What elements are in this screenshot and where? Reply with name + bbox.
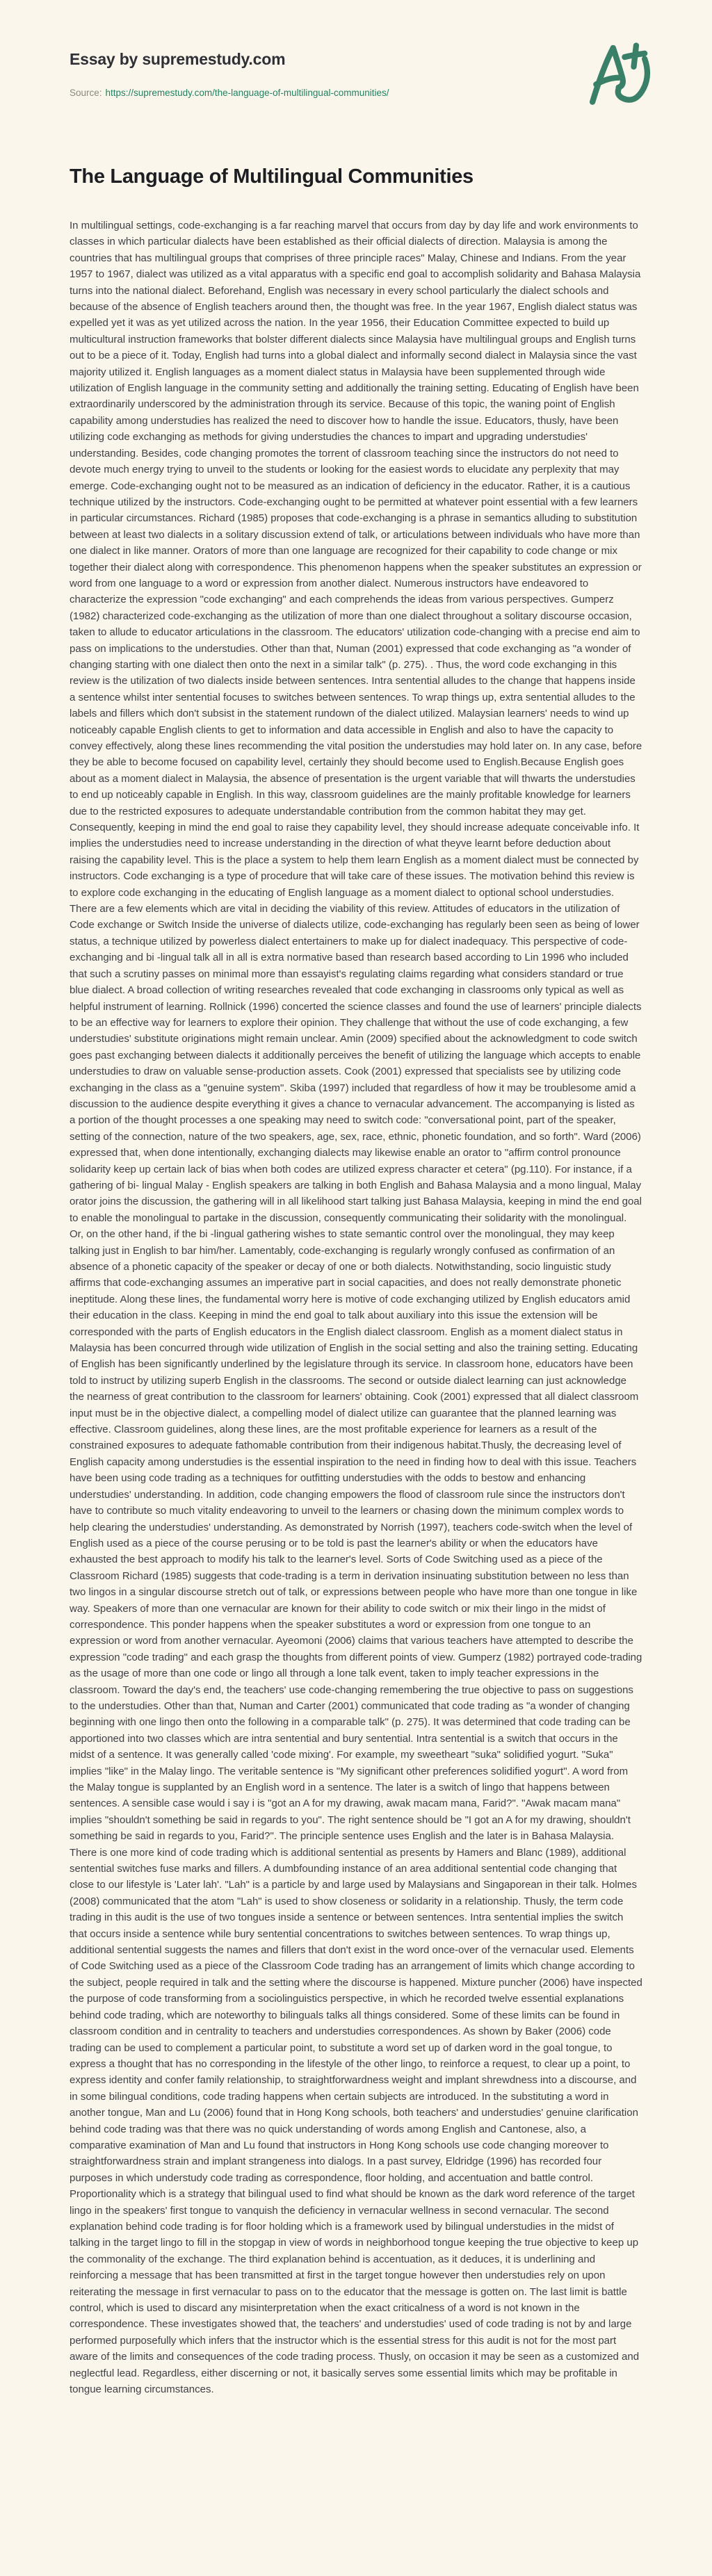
essay-content — [70, 165, 642, 2397]
essay-title: The Language of Multilingual Communities — [70, 165, 474, 188]
essay-byline: Essay by supremestudy.com — [70, 50, 286, 68]
source-link[interactable]: https://supremestudy.com/the-language-of-multilingual-communities/ — [105, 88, 389, 98]
source-row — [70, 88, 642, 98]
a-plus-logo-icon — [588, 38, 655, 115]
source-label: Source: — [70, 88, 102, 98]
page-header — [70, 50, 642, 98]
essay-body: In multilingual settings, code-exchanging is a far reaching marvel that occurs from day by day life and work environments to classes in which particular dialects have been established as their official dialects of direction. Malaysia is among the countries that has multilingual groups that comprises of three principle races" Malay, Chinese and Indians. From the year 1957 to 1967, dialect was utilized as a vital apparatus with a specific end goal to accomplish solidarity and Bahasa Malaysia turns into the national dialect. Beforehand, English was necessary in every school particularly the dialect schools and because of the absence of English teachers around then, the thought was free. In the year 1967, English dialect status was expelled yet it was as yet utilized across the nation. In the year 1956, their Education Committee expected to build up multicultural instruction frameworks that bolster different dialects since Malaysia have multilingual groups and English turns out to be a piece of it. Today, English had turns into a global dialect and informally second dialect in Malaysia since the vast majority utilized it. English languages as a moment dialect status in Malaysia have been supplemented through wide utilization of English language in the community setting and additionally the training setting. Educating of English have been extraordinarily underscored by the administration through its service. Because of this topic, the waning point of English capability among understudies has realized the need to discover how to handle the issue. Educators, thusly, have been utilizing code exchanging as methods for giving understudies the chances to impart and upgrading understudies' understanding. Besides, code changing promotes the torrent of classroom teaching since the instructors do not need to devote much energy trying to unveil to the students or looking for the easiest words to elucidate any perplexity that may emerge. Code-exchanging ought not to be measured as an indication of deficiency in the educator. Rather, it is a cautious technique utilized by the instructors. Code-exchanging ought to be permitted at whatever point essential with a few learners in particular circumstances. Richard (1985) proposes that code-exchanging is a phrase in semantics alluding to substitution between at least two dialects in a solitary discussion extend of talk, or articulations between individuals who have more than one dialect in like manner. Orators of more than one language are recognized for their capability to code change or mix together their dialect along with correspondence. This phenomenon happens when the speaker substitutes an expression or word from one language to a word or expression from another dialect. Numerous instructors have endeavored to characterize the expression "code exchanging" and each comprehends the ideas from various perspectives. Gumperz (1982) characterized code-exchanging as the utilization of more than one dialect throughout a solitary discourse occasion, taken to allude to educator articulations in the classroom. The educators' utilization code-changing with a precise end aim to pass on implications to the understudies. Other than that, Numan (2001) expressed that code exchanging as "a wonder of changing starting with one dialect then onto the next in a similar talk" (p. 275). . Thus, the word code exchanging in this review is the utilization of two dialects inside between sentences. Intra sentential alludes to the change that happens inside a sentence whilst inter sentential focuses to switches between sentences. To wrap things up, extra sentential alludes to the labels and fillers which don't subsist in the statement rundown of the dialect utilized. Malaysian learners' needs to wind up noticeably capable English clients to get to information and data accessible in English and also to have the capacity to convey effectively, along these lines recommending the vital position the understudies may hold later on. In any case, before they be able to become focused on capability level, certainly they should become used to English.Because English goes about as a moment dialect in Malaysia, the absence of presentation is the urgent variable that will thwarts the understudies to end up noticeably capable in English. In this way, classroom guidelines are the mainly profitable knowledge for learners due to the restricted exposures to adequate understandable contribution from the common habitat they may get. Consequently, keeping in mind the end goal to raise they capability level, they should increase adequate conceivable info. It implies the understudies need to increase understanding in the direction of what theyve learnt before deduction about raising the capability level. This is the place a system to help them learn English as a moment dialect must be connected by instructors. Code exchanging is a type of procedure that will take care of these issues. The motivation behind this review is to explore code exchanging in the educating of English language as a moment dialect to optional school understudies. There are a few elements which are vital in deciding the viability of this review. Attitudes of educators in the utilization of Code exchange or Switch Inside the universe of dialects utilize, code-exchanging has regularly been seen as being of lower status, a technique utilized by powerless dialect entertainers to make up for dialect inadequacy. This perspective of code-exchanging and bi -lingual talk all in all is extra normative based than research based according to Lin 1996 who included that such a scrutiny passes on minimal more than essayist's regulating claims regarding what considers standard or true blue dialect. A broad collection of writing researches revealed that code exchanging in classrooms only typical as well as helpful instrument of learning. Rollnick (1996) concerted the science classes and found the use of learners' principle dialects to be an effective way for learners to explore their opinion. They challenge that without the use of code exchanging, a few understudies' substitute originations might remain unclear. Amin (2009) specified about the acknowledgment to code switch goes past exchanging between dialects it additionally perceives the benefit of utilizing the language which accepts to enable understudies to draw on valuable sense-production assets. Cook (2001) expressed that specialists see by utilizing code exchanging in the class as a "genuine system". Skiba (1997) included that regardless of how it may be troublesome amid a discussion to the audience despite everything it gives a chance to vernacular advancement. The accompanying is listed as a portion of the thought processes a one speaking may need to switch code: "conversational point, part of the speaker, setting of the connection, nature of the two speakers, age, sex, race, ethnic, phonetic foundation, and so forth". Ward (2006) expressed that, when done intentionally, exchanging dialects may likewise enable an orator to "affirm control pronounce solidarity keep up certain lack of bias when both codes are utilized express character et cetera" (pg.110). For instance, if a gathering of bi- lingual Malay - English speakers are talking in both English and Bahasa Malaysia and a mono lingual, Malay orator joins the discussion, the gathering will in all likelihood start talking just Bahasa Malaysia, keeping in mind the end goal to enable the monolingual to partake in the discussion, consequently communicating their solidarity with the monolingual. Or, on the other hand, if the bi -lingual gathering wishes to state semantic control over the monolingual, they may keep talking just in English to bar him/her. Lamentably, code-exchanging is regularly wrongly confused as confirmation of an absence of a phonetic capacity of the speaker or decay of one or both dialects. Notwithstanding, socio linguistic study affirms that code-exchanging assumes an imperative part in social capacities, and does not really demonstrate phonetic ineptitude. Along these lines, the fundamental worry here is motive of code exchanging utilized by English educators amid their education in the class. Keeping in mind the end goal to talk about auxiliary into this issue the extension will be corresponded with the parts of English educators in the English dialect classroom. English as a moment dialect status in Malaysia has been concurred through wide utilization of English in the social setting and also the training setting. Educating of English has been significantly underlined by the legislature through its service. In classroom hone, educators have been told to instruct by utilizing superb English in the classrooms. The second or outside dialect learning can just acknowledge the nearness of great contribution to the classroom for learners' obtaining. Cook (2001) expressed that all dialect classroom input must be in the objective dialect, a compelling model of dialect utilize can guarantee that the planned learning was effective. Classroom guidelines, along these lines, are the most profitable experience for learners as a result of the constrained exposures to adequate fathomable contribution from their indigenous habitat.Thusly, the decreasing level of English capacity among understudies is the essential inspiration to the need in finding how to deal with this issue. Teachers have been using code trading as a techniques for outfitting understudies with the odds to bestow and enhancing understudies' understanding. In addition, code changing empowers the flood of classroom rule since the instructors don't have to contribute so much vitality endeavoring to unveil to the learners or chasing down the minimum complex words to help clearing the understudies' understanding. As demonstrated by Norrish (1997), teachers code-switch when the level of English used as a piece of the course perusing or to be told is past the learner's ability or when the educators have exhausted the best approach to modify his talk to the learner's level. Sorts of Code Switching used as a piece of the Classroom Richard (1985) suggests that code-trading is a term in derivation insinuating substitution between no less than two lingos in a singular discourse stretch out of talk, or expressions between people who have more than one tongue in like way. Speakers of more than one vernacular are known for their ability to code switch or mix their lingo in the midst of correspondence. This ponder happens when the speaker substitutes a word or expression from one tongue to an expression or word from another vernacular. Ayeomoni (2006) claims that various teachers have attempted to describe the expression "code trading" and each grasp the thoughts from different points of view. Gumperz (1982) portrayed code-trading as the usage of more than one code or lingo all through a lone talk event, taken to imply teacher expressions in the classroom. Toward the day's end, the teachers' use code-changing remembering the true objective to pass on suggestions to the understudies. Other than that, Numan and Carter (2001) communicated that code trading as "a wonder of changing beginning with one lingo then onto the following in a comparable talk" (p. 275). It was determined that code trading can be apportioned into two classes which are intra sentential and bury sentential. Intra sentential is a switch that occurs in the midst of a sentence. It was generally called 'code mixing'. For example, my sweetheart "suka" solidified yogurt. "Suka" implies "like" in the Malay lingo. The veritable sentence is "My significant other preferences solidified yogurt". A word from the Malay tongue is supplanted by an English word in a sentence. The later is a switch of lingo that happens between sentences. A sensible case would i say i is "got an A for my drawing, awak macam mana, Farid?". "Awak macam mana" implies "shouldn't something be said in regards to you". The right sentence should be "I got an A for my drawing, shouldn't something be said in regards to you, Farid?". The principle sentence uses English and the later is in Bahasa Malaysia. There is one more kind of code trading which is additional sentential as presents by Hamers and Blanc (1989), additional sentential switches fuse marks and fillers. A dumbfounding instance of an area additional sentential code changing that close to our lifestyle is 'Later lah'. "Lah" is a particle by and large used by Malaysians and Singaporean in their talk. Holmes (2008) communicated that the atom "Lah" is used to show closeness or solidarity in a relationship. Thusly, the term code trading in this audit is the use of two tongues inside a sentence or between sentences. Intra sentential implies the switch that occurs inside a sentence while bury sentential concentrations to switches between sentences. To wrap things up, additional sentential suggests the names and fillers that don't exist in the word once-over of the vernacular used. Elements of Code Switching used as a piece of the Classroom Code trading has an arrangement of limits which change according to the subject, people required in talk and the setting where the discourse is happened. Mixture puncher (2006) have inspected the purpose of code transforming from a sociolinguistics perspective, in which he recorded twelve essential explanations behind code trading, which are noteworthy to bilinguals talks all things considered. Some of these limits can be found in classroom condition and in centrality to teachers and understudies correspondences. As shown by Baker (2006) code trading can be used to complement a particular point, to substitute a word set up of darken word in the goal tongue, to express a thought that has no corresponding in the lifestyle of the other lingo, to reinforce a request, to clear up a point, to express identity and confer family relationship, to straightforwardness weight and implant shrewdness into a discourse, and in some bilingual conditions, code trading happens when certain subjects are introduced. In the substituting a word in another tongue, Man and Lu (2006) found that in Hong Kong schools, both teachers' and understudies' genuine clarification behind code trading was that there was no quick understanding of words among English and Cantonese, also, a comparative examination of Man and Lu found that instructors in Hong Kong schools use code changing moreover to straightforwardness strain and implant strangeness into dialogs. In a past survey, Eldridge (1996) has recorded four purposes in which understudy code trading as correspondence, floor holding, and accentuation and battle control. Proportionality which is a strategy that bilingual used to find what should be known as the dark word reference of the target lingo in the speakers' first tongue to vanquish the deficiency in vernacular wellness in second vernacular. The second explanation behind code trading is for floor holding which is a framework used by bilingual understudies in the midst of talking in the target lingo to fill in the stopgap in view of words in neighborhood tongue keeping the true objective to keep up the commonality of the exchange. The third explanation behind is accentuation, as it deduces, it is underlining and reinforcing a message that has been transmitted at first in the target tongue however then understudies rely on upon reiterating the message in first vernacular to pass on to the educator that the message is gotten on. The last limit is battle control, which is used to discard any misinterpretation when the exact criticalness of a word is not known in the correspondence. These investigates showed that, the teachers' and understudies' used of code trading is not by and large performed purposefully which infers that the instructor which is the essential stress for this audit is not for the most part aware of the limits and consequences of the code trading process. Thusly, on occasion it may be seen as a customized and neglectful lead. Regardless, either discerning or not, it basically serves some essential limits which may be profitable in tongue learning circumstances. — [70, 220, 642, 2396]
header-text-block — [70, 50, 642, 98]
